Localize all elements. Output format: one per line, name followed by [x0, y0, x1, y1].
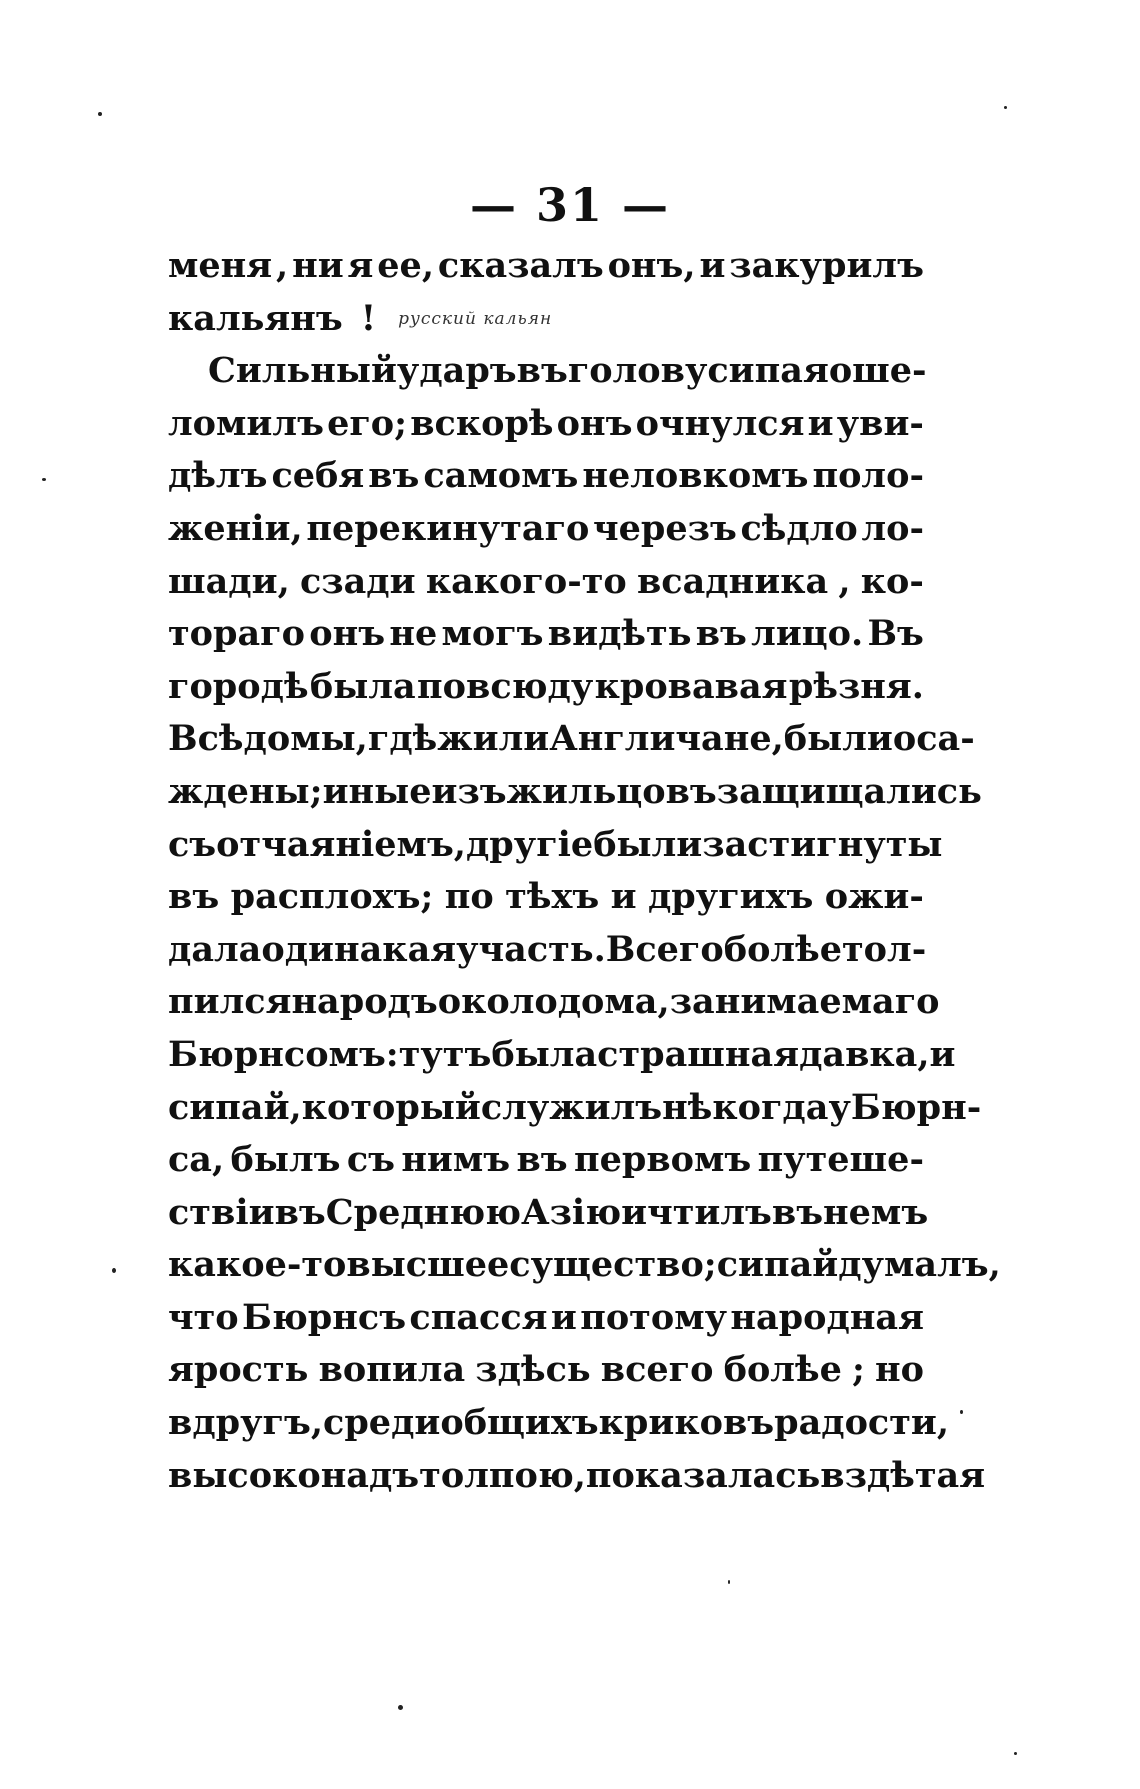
- text-word: закурилъ: [729, 245, 924, 286]
- text-word: шади,: [168, 560, 290, 602]
- text-word: вскорѣ: [410, 402, 554, 444]
- text-word: ствіи: [168, 1191, 275, 1233]
- text-word: у: [828, 1086, 851, 1128]
- text-word: изъ: [431, 770, 507, 812]
- text-word: занимаемаго: [669, 981, 940, 1023]
- text-word: тѣхъ: [505, 876, 600, 918]
- text-word: какого-то: [425, 560, 627, 602]
- text-word: :: [385, 1033, 399, 1075]
- text-word: жили: [437, 718, 550, 760]
- text-word: ;: [851, 1349, 865, 1391]
- text-word: вздѣтая: [820, 1454, 986, 1496]
- scan-speck: [112, 1268, 116, 1273]
- text-word: защищались: [716, 770, 982, 812]
- text-word: страшная: [597, 1033, 800, 1075]
- text-word: были: [783, 718, 893, 760]
- text-word: сипай,: [168, 1086, 302, 1128]
- text-line: [168, 924, 927, 977]
- text-word: Сильный: [208, 350, 397, 392]
- text-word: сказалъ: [437, 245, 604, 286]
- text-word: ни: [292, 245, 344, 286]
- body-text: [168, 240, 1001, 1502]
- text-word: лицо.: [751, 613, 864, 655]
- text-word: ,: [838, 560, 851, 602]
- text-word: въ: [771, 1191, 824, 1233]
- text-word: существо;: [509, 1244, 717, 1286]
- text-word: онъ: [309, 613, 386, 655]
- text-word: были: [593, 823, 703, 865]
- text-word: немъ: [823, 1191, 929, 1233]
- text-word: поло-: [812, 455, 924, 497]
- text-line: [168, 661, 924, 714]
- text-word: кальянъ: [168, 297, 343, 339]
- text-word: потому: [580, 1296, 728, 1338]
- text-word: дѣлъ: [168, 455, 268, 497]
- text-word: ее,: [377, 245, 435, 286]
- scan-speck: [398, 1705, 403, 1710]
- text-word: былъ: [230, 1139, 341, 1181]
- text-line: [168, 1082, 982, 1135]
- scan-speck: [42, 478, 46, 481]
- text-word: въ: [368, 455, 420, 497]
- text-word: пился: [168, 981, 292, 1023]
- text-word: спасся: [409, 1296, 548, 1338]
- text-word: Всѣ: [168, 718, 244, 760]
- text-word: но: [875, 1349, 924, 1391]
- text-word: Азію: [521, 1191, 622, 1233]
- text-word: нимъ: [401, 1139, 511, 1181]
- text-line: [168, 398, 924, 451]
- text-word: отчаяніемъ,: [216, 823, 466, 865]
- text-word: тутъ: [398, 1033, 492, 1075]
- text-word: и: [621, 1191, 648, 1233]
- text-word: тол-: [841, 928, 927, 970]
- text-line: [168, 345, 927, 398]
- text-word: высшее: [346, 1244, 510, 1286]
- text-word: по: [444, 876, 494, 918]
- text-word: очнулся: [635, 402, 805, 444]
- text-word: Среднюю: [325, 1191, 522, 1233]
- text-word: себя: [271, 455, 365, 497]
- text-word: болѣе: [723, 928, 842, 970]
- text-word: неловкомъ: [582, 455, 809, 497]
- text-word: ,: [276, 245, 289, 286]
- text-word: сѣдло: [740, 507, 858, 549]
- text-word: въ: [274, 1191, 326, 1233]
- text-word: онъ: [556, 402, 633, 444]
- text-word: и: [807, 402, 834, 444]
- text-word: са,: [168, 1139, 225, 1181]
- text-line: [168, 713, 975, 766]
- text-word: застигнуты: [702, 823, 943, 865]
- text-word: я: [347, 245, 374, 286]
- scan-speck: [728, 1580, 730, 1584]
- text-word: въ: [516, 350, 568, 392]
- text-line: [168, 1029, 956, 1082]
- text-word: самомъ: [423, 455, 579, 497]
- scan-speck: [98, 112, 102, 116]
- text-word: домы,: [243, 718, 368, 760]
- text-word: ожи-: [824, 876, 924, 918]
- text-word: показалась: [585, 1454, 821, 1496]
- text-line: [168, 766, 982, 819]
- text-word: высоко: [168, 1454, 321, 1496]
- text-line: [168, 293, 924, 346]
- text-word: перекинутаго: [306, 507, 590, 549]
- text-word: и: [699, 245, 726, 286]
- text-word: и: [550, 1296, 577, 1338]
- text-word: думалъ,: [838, 1244, 1001, 1286]
- text-word: ло-: [861, 507, 924, 549]
- text-word: ко-: [860, 560, 924, 602]
- text-word: дала: [168, 928, 262, 970]
- text-word: была: [491, 1033, 598, 1075]
- text-word: онъ,: [607, 245, 696, 286]
- text-word: радости,: [774, 1402, 950, 1444]
- text-word: его;: [327, 402, 408, 444]
- text-word: Всего: [605, 928, 724, 970]
- text-line: [168, 976, 940, 1029]
- text-word: въ: [516, 1139, 568, 1181]
- text-line: [168, 450, 924, 503]
- text-word: другихъ: [647, 876, 814, 918]
- text-word: жильцовъ: [506, 770, 717, 812]
- text-line: [168, 871, 924, 924]
- scan-speck: [1004, 106, 1007, 109]
- text-word: который: [301, 1086, 481, 1128]
- text-line: [168, 819, 943, 872]
- text-word: что: [168, 1296, 239, 1338]
- text-word: и: [929, 1033, 956, 1075]
- text-word: участь.: [456, 928, 606, 970]
- text-word: могъ: [441, 613, 544, 655]
- text-word: около: [437, 981, 558, 1023]
- text-word: меня: [168, 245, 273, 286]
- scan-speck: [1014, 1752, 1017, 1755]
- text-word: надъ: [320, 1454, 420, 1496]
- text-word: и: [610, 876, 637, 918]
- text-word: расплохъ;: [230, 876, 434, 918]
- text-line: [168, 503, 924, 556]
- text-word: одинакая: [261, 928, 457, 970]
- text-line: [168, 1292, 924, 1345]
- text-word: сипая: [707, 350, 829, 392]
- text-word: Въ: [867, 613, 924, 655]
- text-word: !: [360, 297, 377, 339]
- text-word: народная: [730, 1296, 924, 1338]
- text-line: [168, 608, 924, 661]
- text-word: въ: [168, 876, 220, 918]
- text-word: въ: [695, 613, 747, 655]
- text-word: Бюрнсомъ: [168, 1033, 386, 1075]
- text-line: [168, 1239, 1001, 1292]
- text-word: оса-: [892, 718, 975, 760]
- text-word: народъ: [291, 981, 438, 1023]
- text-word: Бюрн-: [850, 1086, 982, 1128]
- text-word: болѣе: [723, 1349, 842, 1391]
- text-line: [168, 1450, 986, 1503]
- handwritten-margin-note: русский кальян: [398, 308, 553, 329]
- text-word: всадника: [636, 560, 829, 602]
- text-line: [168, 240, 924, 293]
- text-line: [168, 1344, 924, 1397]
- text-word: другіе: [465, 823, 594, 865]
- text-word: ударъ: [396, 350, 517, 392]
- text-word: оше-: [828, 350, 927, 392]
- text-word: женіи,: [168, 507, 303, 549]
- text-word: ломилъ: [168, 402, 324, 444]
- text-word: Англичане,: [549, 718, 784, 760]
- text-word: тораго: [168, 613, 305, 655]
- text-word: была: [309, 665, 416, 707]
- text-word: служилъ: [480, 1086, 663, 1128]
- text-word: ждены;: [168, 770, 323, 812]
- text-word: съ: [346, 1139, 395, 1181]
- text-word: путеше-: [757, 1139, 924, 1181]
- text-word: сзади: [299, 560, 416, 602]
- text-word: общихъ: [440, 1402, 599, 1444]
- scan-speck: [960, 1410, 963, 1414]
- text-word: давка,: [799, 1033, 930, 1075]
- text-word: городѣ: [168, 665, 309, 707]
- text-word: чтилъ: [647, 1191, 772, 1233]
- page-number: — 31 —: [469, 178, 671, 232]
- text-word: криковъ: [598, 1402, 775, 1444]
- text-word: рѣзня.: [788, 665, 924, 707]
- text-word: нѣкогда: [662, 1086, 829, 1128]
- text-word: уви-: [836, 402, 924, 444]
- text-line: [168, 1187, 929, 1240]
- text-line: [168, 1397, 950, 1450]
- text-word: ярость: [168, 1349, 309, 1391]
- text-word: вдругъ,: [168, 1402, 324, 1444]
- text-word: Бюрнсъ: [242, 1296, 407, 1338]
- text-word: кровавая: [594, 665, 788, 707]
- text-word: всего: [600, 1349, 714, 1391]
- text-word: вопила: [318, 1349, 466, 1391]
- text-word: голову: [567, 350, 708, 392]
- text-word: дома,: [557, 981, 670, 1023]
- text-word: повсюду: [417, 665, 594, 707]
- text-word: иные: [322, 770, 432, 812]
- text-word: съ: [168, 823, 217, 865]
- text-word: толпою,: [419, 1454, 586, 1496]
- text-line: [168, 556, 924, 609]
- text-word: гдѣ: [367, 718, 438, 760]
- text-word: среди: [323, 1402, 441, 1444]
- text-word: черезъ: [593, 507, 737, 549]
- text-word: видѣть: [547, 613, 692, 655]
- text-word: здѣсь: [475, 1349, 591, 1391]
- text-line: [168, 1134, 924, 1187]
- text-word: сипай: [716, 1244, 839, 1286]
- text-word: какое-то: [168, 1244, 347, 1286]
- text-word: первомъ: [573, 1139, 752, 1181]
- text-word: не: [389, 613, 438, 655]
